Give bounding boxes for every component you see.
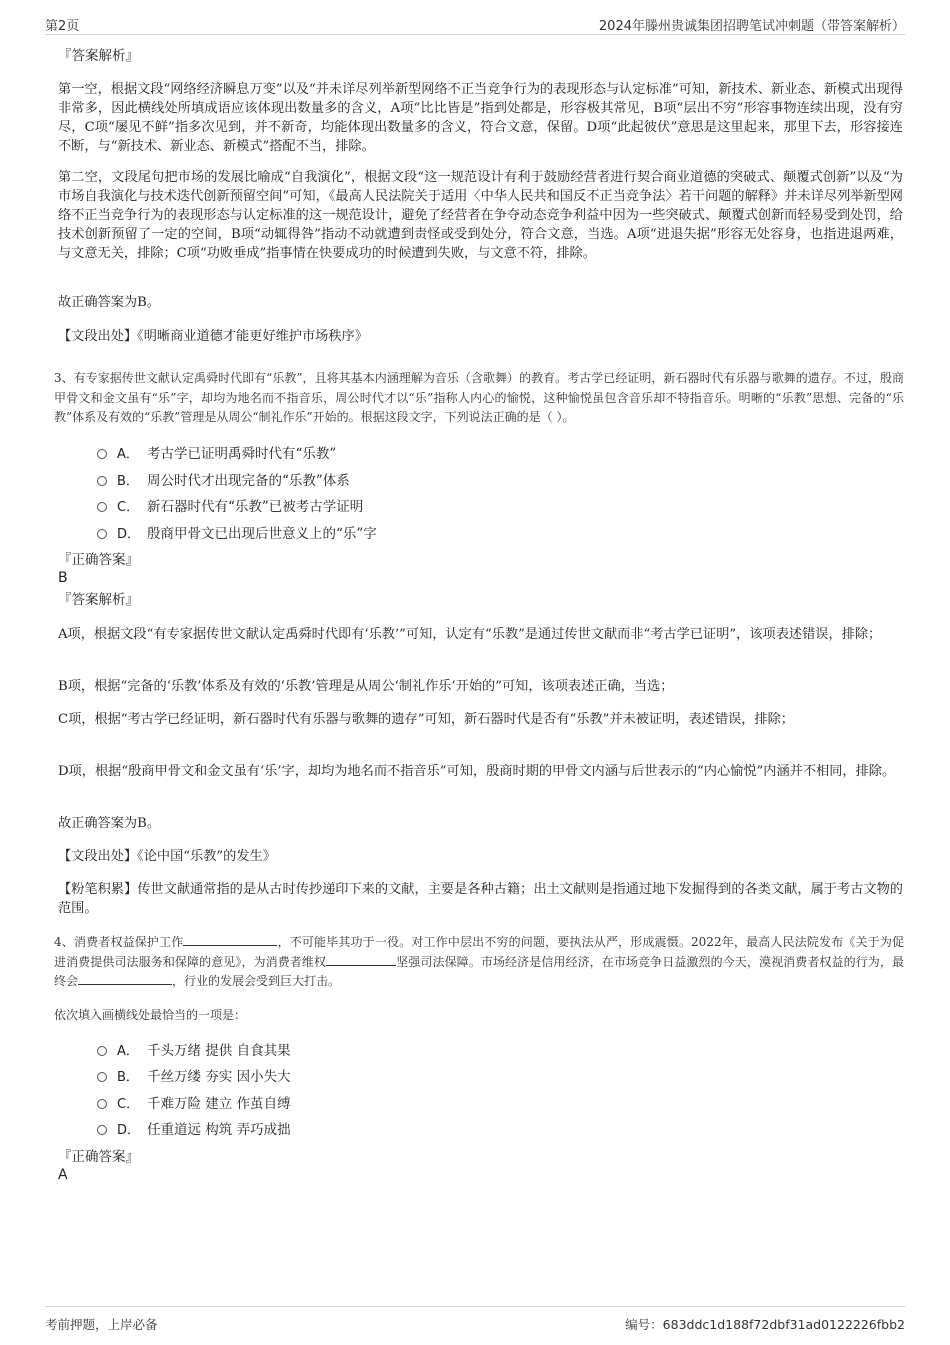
radio-icon[interactable] [97, 449, 107, 459]
analysis-paragraph-1: 第一空，根据文段“网络经济瞬息万变”以及“并未详尽列举新型网络不正当竞争行为的表现形态与认定标准”可知，新技术、新业态、新模式出现得非常多，因此横线处所填成语应该体现出数量多的含义，A项“比比皆是”指到处都是，形容极其常见，B项“层出不穷”形容事物连续出现，没有穷尽，C项“屡见不鲜”指多次见到，并不新奇，均能体现出数量多的含义，符合文意，保留。D项“此起彼伏”意思是这里起来，那里下去，形容接连不断，与“新技术、新业态、新模式”搭配不当，排除。 [58, 82, 903, 154]
option-text: 考古学已证明禹舜时代有“乐教” [147, 446, 337, 462]
question-4-stem [54, 933, 904, 992]
analysis-option-d: D项，根据“殷商甲骨文和金文虽有‘乐’字，却均为地名而不指音乐”可知，殷商时期的甲骨文内涵与后世表示的“内心愉悦”内涵并不相同，排除。 [58, 764, 896, 779]
option-text: 任重道远 构筑 弄巧成拙 [147, 1122, 291, 1138]
q3-option-b[interactable] [97, 470, 350, 492]
conclusion: 故正确答案为B。 [58, 816, 161, 831]
q3-option-d[interactable] [97, 523, 377, 545]
radio-icon[interactable] [97, 1099, 107, 1109]
option-letter: D． [117, 1123, 141, 1138]
radio-icon[interactable] [97, 476, 107, 486]
option-text: 新石器时代有“乐教”已被考古学证明 [147, 499, 364, 515]
correct-answer-tag: 『正确答案』 [58, 1149, 139, 1165]
analysis-option-a: A项，根据文段“有专家据传世文献认定禹舜时代即有‘乐教’”可知，认定有“乐教”是通过传世文献而非“考古学已证明”，该项表述错误，排除； [58, 627, 882, 642]
option-text: 千丝万缕 夯实 因小失大 [147, 1069, 291, 1085]
stem-text: 坚强司法保障。市场经济是信用经济，在市场竞争日益激烈的今天，漠视消费者权益的行为，最终会 [54, 954, 904, 988]
fill-blank [183, 933, 277, 946]
analysis-tag: 『答案解析』 [58, 48, 139, 64]
stem-text: 4、消费者权益保护工作 [54, 935, 184, 949]
radio-icon[interactable] [97, 1125, 107, 1135]
option-text: 周公时代才出现完备的“乐教”体系 [147, 473, 350, 489]
q4-option-c[interactable] [97, 1093, 291, 1115]
source-citation: 【文段出处】《论中国“乐教”的发生》 [58, 849, 276, 864]
q3-option-a[interactable] [97, 443, 336, 465]
radio-icon[interactable] [97, 1046, 107, 1056]
option-letter: C． [117, 1097, 140, 1112]
fill-blank [78, 972, 172, 985]
analysis-paragraph-2: 第二空，文段尾句把市场的发展比喻成“自我演化”，根据文段“这一规范设计有利于鼓励经营者进行契合商业道德的突破式、颠覆式创新”以及“为市场自我演化与技术迭代创新预留空间”可知，《最高人民法院关于适用〈中华人民共和国反不正当竞争法〉若干问题的解释》并未详尽列举新型网络不正当竞争行为的表现形态与认定标准的这一规范设计，避免了经营者在争夺动态竞争利益中因为一些突破式、颠覆式创新而轻易受到处罚，给技术创新预留了一定的空间，B项“动辄得咎”指动不动就遭到责怪或受到处分，符合文意，当选。A项“进退失据”形容无处容身，也指进退两难，与文意无关，排除；C项“功败垂成”指事情在快要成功的时候遭到失败，与文意不符，排除。 [58, 170, 903, 261]
correct-answer-tag: 『正确答案』 [58, 552, 139, 568]
q3-option-c[interactable] [97, 496, 363, 518]
page-number: 第2页 [45, 19, 80, 34]
q4-option-a[interactable] [97, 1040, 291, 1062]
radio-icon[interactable] [97, 502, 107, 512]
option-letter: D． [117, 527, 141, 542]
option-text: 殷商甲骨文已出现后世意义上的“乐”字 [147, 526, 377, 542]
stem-text: ，行业的发展会受到巨大打击。 [172, 974, 341, 988]
option-letter: C． [117, 500, 140, 515]
fill-blank [326, 953, 396, 966]
option-letter: B． [117, 474, 139, 489]
question-4-prompt: 依次填入画横线处最恰当的一项是： [54, 1008, 247, 1022]
option-letter: A． [117, 447, 139, 462]
analysis-option-c: C项，根据“考古学已经证明，新石器时代有乐器与歌舞的遗存”可知，新石器时代是否有“乐教”并未被证明，表述错误，排除； [58, 712, 794, 727]
option-letter: A． [117, 1044, 139, 1059]
document-code: 编号：683ddc1d188f72dbf31ad0122226fbb2 [625, 1317, 905, 1332]
analysis-tag: 『答案解析』 [58, 592, 139, 608]
stem-text: ，不可能毕其功于一役。对工作中层出不穷的问题，要执法从严，形成震慑。2022年，最高人民法院发布《关于为促进消费提供司法服务和保障的意见》，为消费者维权 [54, 935, 904, 969]
analysis-option-b: B项，根据“完备的‘乐教’体系及有效的‘乐教’管理是从周公‘制礼作乐’开始的”可知，该项表述正确，当选； [58, 679, 674, 694]
q4-option-b[interactable] [97, 1066, 291, 1088]
option-text: 千头万绪 提供 自食其果 [147, 1043, 291, 1059]
footer-slogan: 考前押题，上岸必备 [45, 1317, 158, 1332]
q4-option-d[interactable] [97, 1119, 291, 1141]
knowledge-tip: 【粉笔积累】传世文献通常指的是从古时传抄递印下来的文献，主要是各种古籍；出土文献则是指通过地下发掘得到的各类文献，属于考古文物的范围。 [58, 882, 903, 916]
radio-icon[interactable] [97, 529, 107, 539]
source-citation: 【文段出处】《明晰商业道德才能更好维护市场秩序》 [58, 329, 368, 344]
conclusion: 故正确答案为B。 [58, 295, 161, 310]
page-footer [45, 1306, 905, 1335]
question-3-stem: 3、有专家据传世文献认定禹舜时代即有“乐教”，且将其基本内涵理解为音乐（含歌舞）的教育。考古学已经证明，新石器时代有乐器与歌舞的遗存。不过，殷商甲骨文和金文虽有“乐”字，却均为地名而不指音乐，周公时代才以“乐”指称人内心的愉悦，这种愉悦虽包含音乐却不特指音乐。明晰的“乐教”思想、完备的“乐教”体系及有效的“乐教”管理是从周公“制礼作乐”开始的。根据这段文字，下列说法正确的是（ ）。 [54, 371, 904, 424]
page-header [45, 12, 905, 35]
option-text: 千难万险 建立 作茧自缚 [147, 1096, 291, 1112]
option-letter: B． [117, 1070, 139, 1085]
radio-icon[interactable] [97, 1072, 107, 1082]
correct-answer: B [58, 570, 68, 586]
document-title: 2024年滕州贵诚集团招聘笔试冲刺题（带答案解析） [598, 19, 905, 34]
correct-answer: A [58, 1167, 68, 1183]
